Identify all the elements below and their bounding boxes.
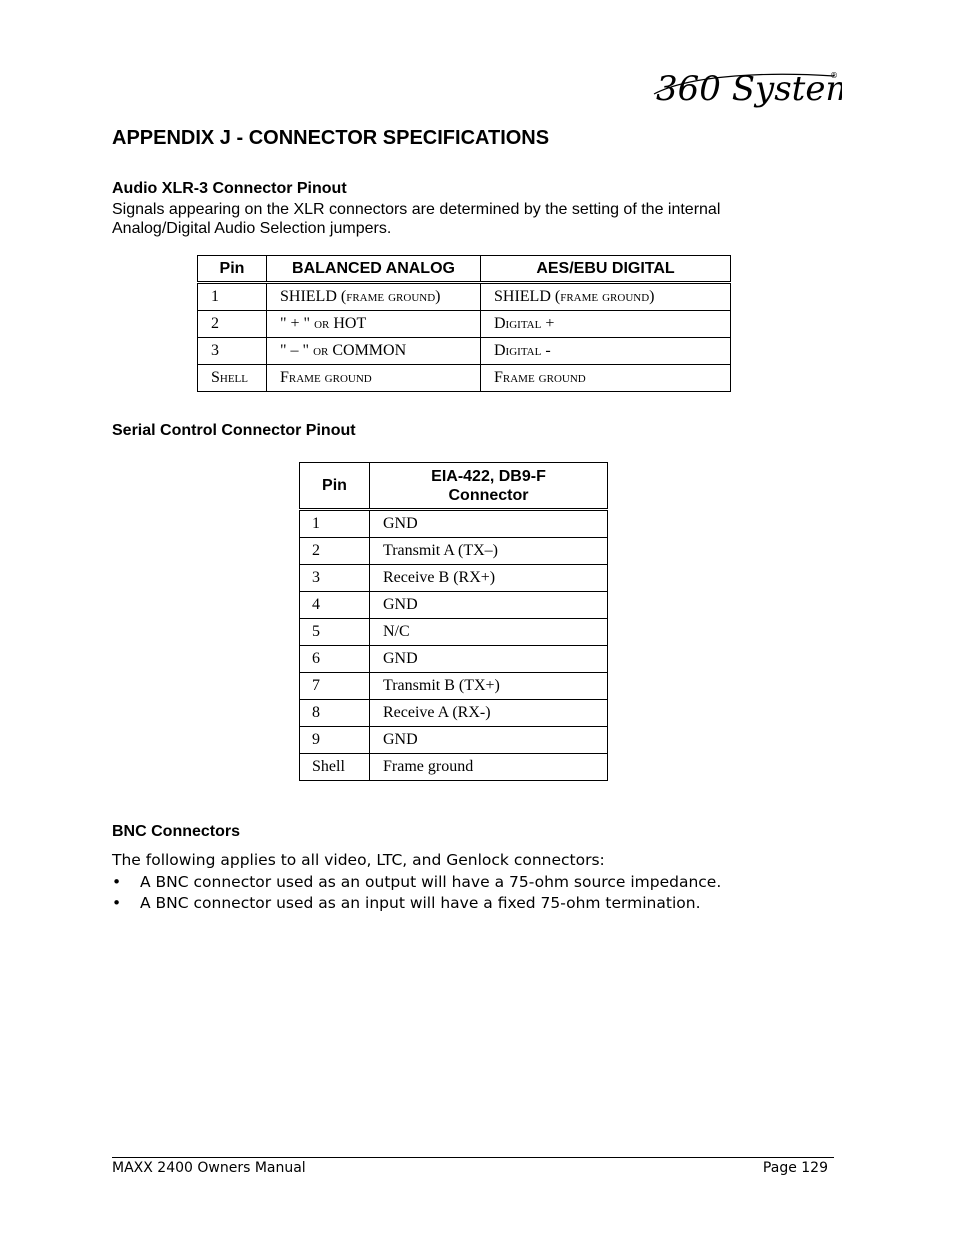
- column-header: BALANCED ANALOG: [267, 256, 481, 283]
- logo-text: 360 Syste: [656, 69, 826, 109]
- table-row: [300, 727, 608, 754]
- column-header: EIA-422, DB9-F Connector: [370, 463, 608, 510]
- serial-pinout-table: [299, 462, 608, 781]
- table-row: [300, 700, 608, 727]
- pin-cell: Shell: [198, 365, 267, 392]
- pin-cell: 1: [300, 510, 370, 538]
- table-row: [198, 311, 731, 338]
- pin-cell: 5: [300, 619, 370, 646]
- table-row: [300, 646, 608, 673]
- page-title: APPENDIX J - CONNECTOR SPECIFICATIONS: [112, 127, 550, 149]
- pin-cell: 9: [300, 727, 370, 754]
- footer-page-number: Page 129: [762, 1160, 828, 1176]
- table-row: [300, 754, 608, 781]
- pin-cell: 2: [300, 538, 370, 565]
- signal-cell: Frame ground: [370, 754, 608, 781]
- signal-cell: Receive A (RX-): [370, 700, 608, 727]
- list-item-text: A BNC connector used as an input will have a fixed 75-ohm termination.: [140, 894, 701, 912]
- brand-logo: [652, 64, 842, 112]
- analog-cell: SHIELD (frame ground): [267, 283, 481, 311]
- table-header-row: [300, 463, 608, 510]
- signal-cell: GND: [370, 592, 608, 619]
- pin-cell: 7: [300, 673, 370, 700]
- column-header: Pin: [198, 256, 267, 283]
- logo-artwork: [652, 64, 842, 112]
- pin-cell: 1: [198, 283, 267, 311]
- footer-rule: [112, 1157, 834, 1158]
- list-item-text: A BNC connector used as an output will have a 75-ohm source impedance.: [140, 873, 722, 891]
- signal-cell: Transmit A (TX–): [370, 538, 608, 565]
- table-header-row: [198, 256, 731, 283]
- table-row: [198, 365, 731, 392]
- bullet-icon: •: [112, 894, 122, 912]
- signal-cell: Transmit B (TX+): [370, 673, 608, 700]
- registered-mark: ®: [830, 71, 838, 80]
- digital-cell: SHIELD (frame ground): [481, 283, 731, 311]
- bnc-intro: The following applies to all video, LTC, and Genlock connectors:: [112, 851, 605, 869]
- serial-heading: Serial Control Connector Pinout: [112, 422, 356, 439]
- table-row: [300, 619, 608, 646]
- pin-cell: 8: [300, 700, 370, 727]
- pin-cell: Shell: [300, 754, 370, 781]
- bullet-icon: •: [112, 873, 122, 891]
- signal-cell: GND: [370, 646, 608, 673]
- pin-cell: 6: [300, 646, 370, 673]
- xlr-description: Signals appearing on the XLR connectors are determined by the setting of the internal Analog/Digital Audio Selection jumpers.: [112, 201, 721, 237]
- digital-cell: Digital -: [481, 338, 731, 365]
- analog-cell: " + " or HOT: [267, 311, 481, 338]
- pin-cell: 3: [300, 565, 370, 592]
- table-row: [300, 510, 608, 538]
- pin-cell: 2: [198, 311, 267, 338]
- analog-cell: Frame ground: [267, 365, 481, 392]
- table-row: [198, 338, 731, 365]
- analog-cell: " – " or COMMON: [267, 338, 481, 365]
- signal-cell: GND: [370, 510, 608, 538]
- bnc-heading: BNC Connectors: [112, 823, 241, 840]
- footer-manual-title: MAXX 2400 Owners Manual: [112, 1160, 306, 1176]
- table-row: [300, 565, 608, 592]
- column-header: Pin: [300, 463, 370, 510]
- table-row: [198, 283, 731, 311]
- signal-cell: GND: [370, 727, 608, 754]
- digital-cell: Digital +: [481, 311, 731, 338]
- xlr-pinout-table: [197, 255, 731, 392]
- pin-cell: 4: [300, 592, 370, 619]
- signal-cell: N/C: [370, 619, 608, 646]
- xlr-heading: Audio XLR-3 Connector Pinout: [112, 180, 347, 197]
- digital-cell: Frame ground: [481, 365, 731, 392]
- pin-cell: 3: [198, 338, 267, 365]
- table-row: [300, 592, 608, 619]
- table-row: [300, 673, 608, 700]
- signal-cell: Receive B (RX+): [370, 565, 608, 592]
- table-row: [300, 538, 608, 565]
- column-header: AES/EBU DIGITAL: [481, 256, 731, 283]
